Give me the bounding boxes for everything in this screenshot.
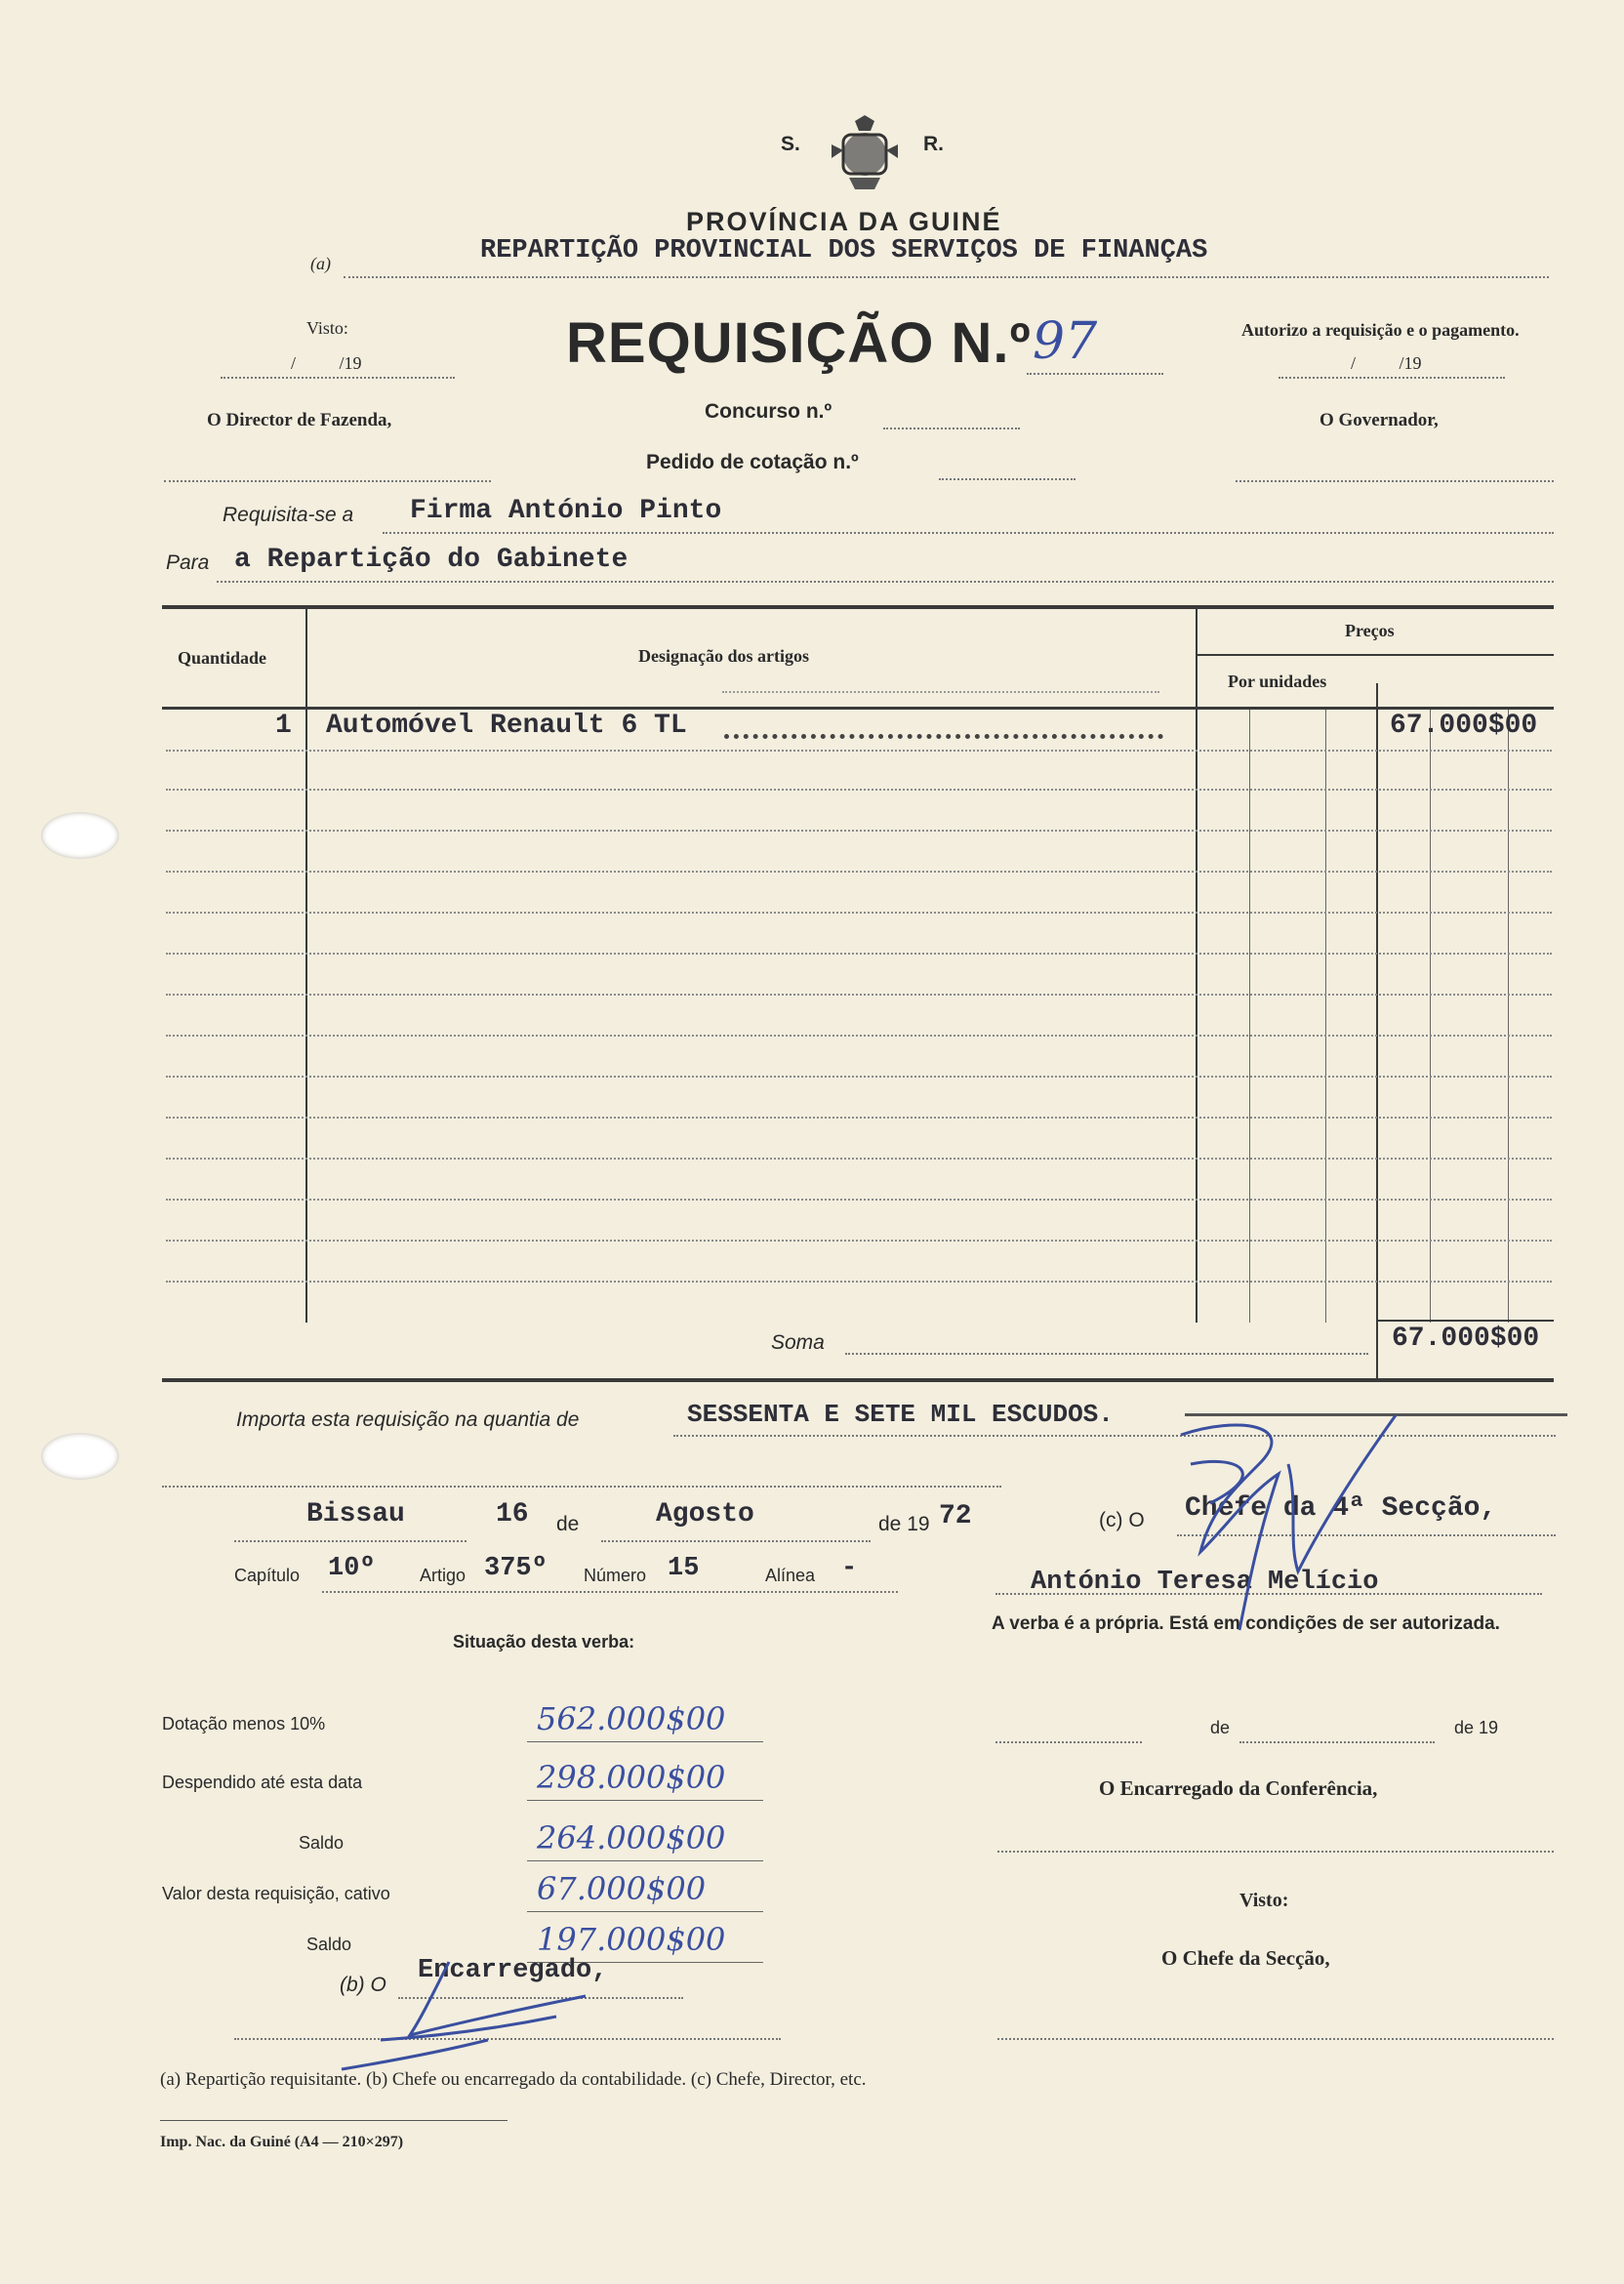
table-row-rule [166, 953, 1552, 955]
letter-s: S. [781, 133, 800, 155]
concurso-label: Concurso n.º [705, 400, 832, 423]
de-label-2: de 19 [878, 1513, 930, 1535]
table-row-rule [166, 912, 1552, 914]
conferencia-visto: Visto: [1239, 1890, 1289, 1911]
encarregado-signature-icon [322, 1952, 595, 2079]
capitulo-label: Capítulo [234, 1566, 301, 1585]
table-row-rule [166, 1199, 1552, 1201]
soma-label: Soma [771, 1331, 825, 1354]
table-bottom-rule [162, 1378, 1554, 1382]
visto-date: / /19 [291, 353, 362, 373]
col-unit-price: Por unidades [1228, 672, 1327, 691]
situacao-line-value: 67.000$00 [537, 1870, 707, 1907]
punch-hole-top [41, 812, 119, 859]
chefe-signature-icon [1152, 1396, 1405, 1640]
conferencia-title: O Encarregado da Conferência, [1099, 1776, 1378, 1800]
table-row-rule [166, 1035, 1552, 1037]
marker-a: (a) [310, 254, 331, 273]
capitulo-value: 10º [328, 1554, 376, 1583]
col-quantity: Quantidade [178, 648, 267, 668]
requisita-value: Firma António Pinto [410, 496, 722, 526]
day: 16 [496, 1499, 529, 1529]
row-total: 67.000$00 [1390, 711, 1538, 741]
situacao-line-value: 197.000$00 [537, 1921, 726, 1958]
requisition-number: 97 [1033, 312, 1098, 371]
situacao-title: Situação desta verba: [453, 1632, 635, 1652]
col-prices: Preços [1345, 621, 1395, 640]
year: 72 [939, 1501, 972, 1531]
encarregado-marker: (b) O [340, 1974, 386, 1996]
numero-value: 15 [668, 1554, 700, 1583]
situacao-line-label: Saldo [299, 1833, 345, 1853]
department-name: REPARTIÇÃO PROVINCIAL DOS SERVIÇOS DE FINANÇAS [480, 236, 1208, 265]
punch-hole-bottom [41, 1433, 119, 1480]
requisita-label: Requisita-se a [223, 504, 354, 526]
conferencia-de-1: de [1210, 1718, 1231, 1737]
coat-of-arms-icon [822, 115, 908, 191]
table-row-rule [166, 750, 1552, 752]
city: Bissau [306, 1499, 405, 1529]
imprint: Imp. Nac. da Guiné (A4 — 210×297) [160, 2134, 404, 2150]
situacao-line-value: 298.000$00 [537, 1759, 726, 1796]
chefe-name: António Teresa Melício [1031, 1568, 1379, 1597]
situacao-line-label: Dotação menos 10% [162, 1714, 326, 1733]
table-row-rule [166, 1158, 1552, 1160]
col-designation: Designação dos artigos [638, 646, 809, 666]
requisition-title: REQUISIÇÃO N.º [566, 311, 1032, 375]
situacao-line-value: 264.000$00 [537, 1819, 726, 1856]
table-row-rule [166, 1281, 1552, 1283]
para-label: Para [166, 551, 210, 574]
verba-note: A verba é a própria. Está em condições de ser autorizada. [992, 1613, 1500, 1634]
artigo-label: Artigo [420, 1566, 467, 1585]
importa-label: Importa esta requisição na quantia de [236, 1408, 580, 1431]
situacao-line-label: Valor desta requisição, cativo [162, 1884, 390, 1903]
numero-label: Número [584, 1566, 647, 1585]
artigo-value: 375º [484, 1554, 548, 1583]
alinea-label: Alínea [765, 1566, 816, 1585]
conferencia-de-2: de 19 [1454, 1718, 1499, 1737]
table-row-rule [166, 1240, 1552, 1242]
month: Agosto [656, 1499, 754, 1529]
chefe-title: Chefe da 4ª Secção, [1185, 1493, 1497, 1524]
row-quantity: 1 [275, 711, 292, 741]
authorize-date: / /19 [1351, 353, 1422, 373]
chefe-marker: (c) O [1099, 1509, 1145, 1531]
table-row-rule [166, 1117, 1552, 1119]
de-label-1: de [556, 1513, 580, 1535]
soma-value: 67.000$00 [1392, 1324, 1540, 1354]
table-top-rule [162, 605, 1554, 609]
alinea-value: - [841, 1554, 858, 1583]
importa-value: SESSENTA E SETE MIL ESCUDOS. [687, 1400, 1114, 1429]
table-row-rule [166, 994, 1552, 996]
footnote: (a) Repartição requisitante. (b) Chefe ou encarregado da contabilidade. (c) Chefe, Director, etc. [160, 2069, 867, 2090]
table-row-rule [166, 789, 1552, 791]
director-label: O Director de Fazenda, [207, 410, 392, 430]
table-row-rule [166, 1076, 1552, 1078]
authorize-text: Autorizo a requisição e o pagamento. [1241, 320, 1520, 340]
para-value: a Repartição do Gabinete [234, 545, 629, 575]
letter-r: R. [923, 133, 944, 155]
encarregado-label: Encarregado, [418, 1956, 608, 1985]
visto-label: Visto: [306, 318, 348, 338]
province-title: PROVÍNCIA DA GUINÉ [686, 207, 1002, 236]
table-row-rule [166, 830, 1552, 832]
table-row-rule [166, 871, 1552, 873]
governor-label: O Governador, [1320, 410, 1439, 430]
row-description: Automóvel Renault 6 TL [326, 711, 687, 741]
conferencia-chefe: O Chefe da Secção, [1161, 1946, 1330, 1970]
cotacao-label: Pedido de cotação n.º [646, 451, 859, 473]
situacao-line-label: Despendido até esta data [162, 1773, 363, 1792]
situacao-line-label: Saldo [306, 1935, 352, 1954]
situacao-line-value: 562.000$00 [537, 1700, 726, 1737]
